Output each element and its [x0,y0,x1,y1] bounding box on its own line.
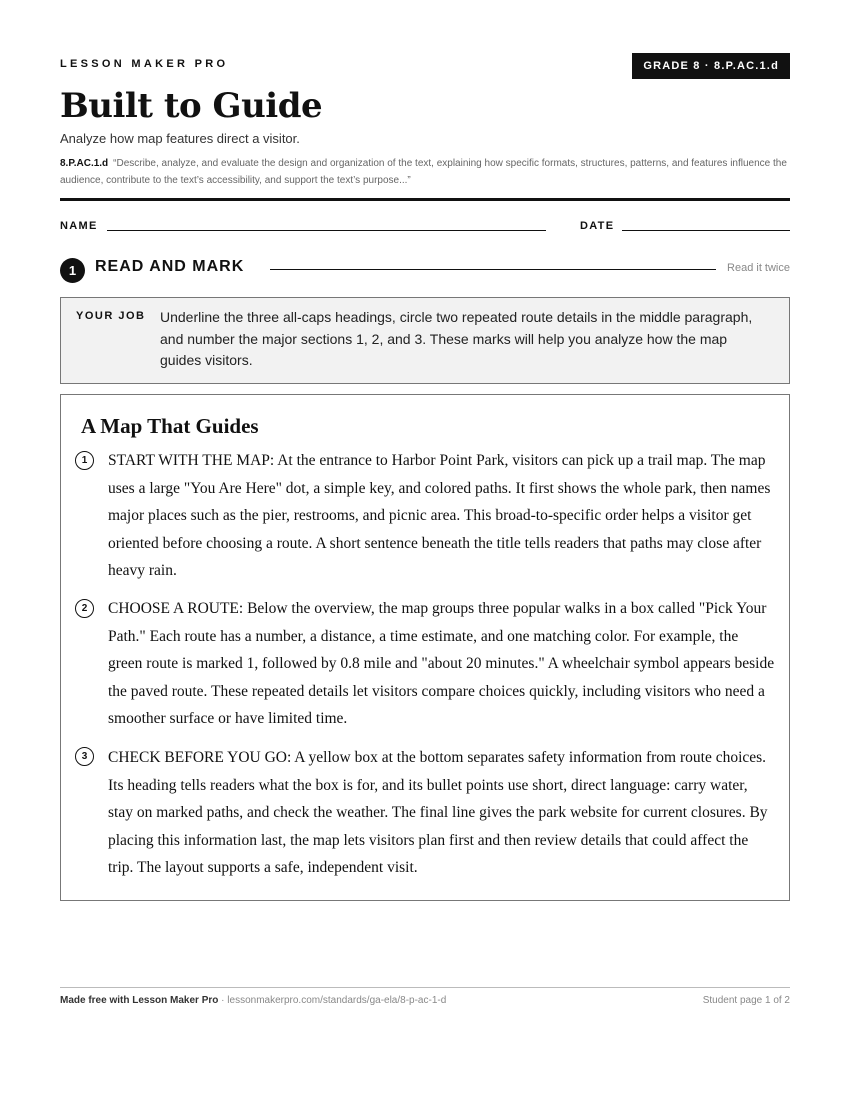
footer-credit [60,995,446,1006]
date-field-line[interactable] [622,230,790,231]
date-label: DATE [580,220,615,232]
standard-code: 8.P.AC.1.d [60,158,109,169]
standard-description [60,155,790,189]
name-label: NAME [60,220,98,232]
section-divider [270,269,716,270]
worksheet-page [60,0,790,1100]
grade-badge: GRADE 8 · 8.P.AC.1.d [632,53,790,79]
worksheet-subtitle: Analyze how map features direct a visitor. [60,131,300,146]
page-indicator: Student page 1 of 2 [702,995,790,1006]
section-number-badge: 1 [60,258,85,283]
passage-paragraph: START WITH THE MAP: At the entrance to Harbor Point Park, visitors can pick up a trail map. The map uses a large "You Are Here" dot, a simple key, and colored paths. It first shows the whole park, then names major places such as the pier, restrooms, and picnic area. This broad-to-specific order helps a visitor get oriented before choosing a route. A short sentence beneath the title tells readers that paths may close after heavy rain. [108,452,771,580]
passage-paragraph: CHECK BEFORE YOU GO: A yellow box at the bottom separates safety information from route choices. Its heading tells readers what the box is for, and its bullet points use short, direct language: carry water, stay on marked paths, and check the weather. The final line gives the park website for current closures. By placing this information last, the map lets visitors plan first and then review details that could affect the trip. The layout supports a safe, independent visit. [108,749,768,877]
standard-text: “Describe, analyze, and evaluate the design and organization of the text, explaining how specific formats, structures, patterns, and features influence the audience, contribute to the text’s accessibility, and support the text’s purpose...” [60,158,787,186]
paragraph-number-marker: 2 [75,599,94,618]
footer-made-with: Made free with Lesson Maker Pro [60,995,219,1006]
name-field-line[interactable] [107,230,546,231]
passage-title: A Map That Guides [81,414,259,438]
footer-url[interactable]: lessonmakerpro.com/standards/ga-ela/8-p-ac-1-d [227,995,447,1006]
reading-passage [60,394,790,901]
passage-paragraph: CHOOSE A ROUTE: Below the overview, the map groups three popular walks in a box called "Pick Your Path." Each route has a number, a distance, a time estimate, and one matching color. For example, the green route is marked 1, followed by 0.8 mile and "about 20 minutes." A wheelchair symbol appears beside the paved route. These repeated details let visitors compare choices quickly, including visitors who need a smoother surface or have limited time. [108,600,775,728]
section-note: Read it twice [727,262,790,274]
section-title: READ AND MARK [95,258,245,275]
footer-divider [60,987,790,988]
paragraph-number-marker: 1 [75,451,94,470]
your-job-instructions: Underline the three all-caps headings, circle two repeated route details in the middle paragraph, and number the major sections 1, 2, and 3. These marks will help you analyze how the map guides visitors. [160,309,753,368]
worksheet-title: Built to Guide [60,86,323,126]
paragraph-number-marker: 3 [75,747,94,766]
brand-name: LESSON MAKER PRO [60,58,229,70]
header-divider [60,198,790,201]
your-job-label: YOUR JOB [76,310,146,322]
your-job-box [60,297,790,384]
footer-separator: · [218,995,228,1006]
